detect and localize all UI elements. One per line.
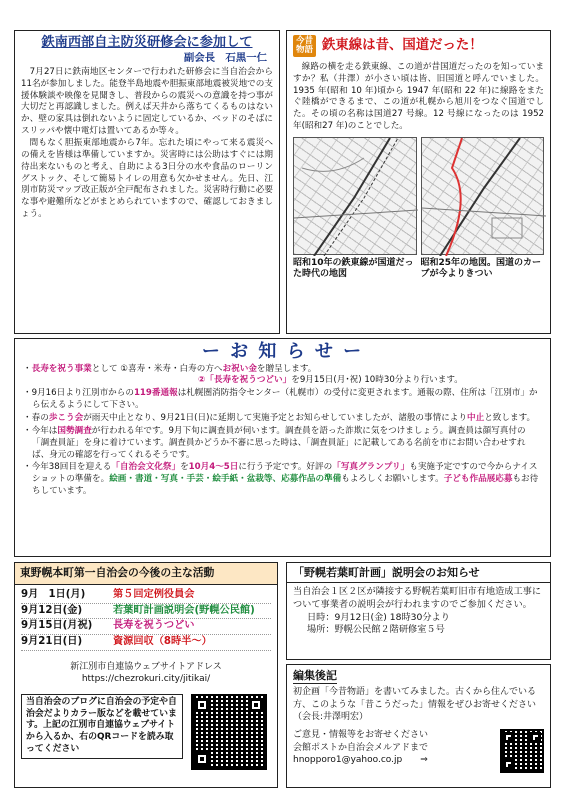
schedule-row: 9月15日(月祝) 長寿を祝うつどい: [21, 619, 271, 635]
qr-code-icon[interactable]: [500, 729, 544, 773]
notice-list: [23, 364, 542, 498]
captions-row: [293, 258, 544, 281]
arrow-right-icon: ⇒: [420, 755, 428, 766]
contact-line-2: 会館ポストか自治会メルアドまで: [293, 742, 429, 753]
site-label: 新江別市自連協ウェブサイトアドレス: [70, 662, 222, 673]
schedule-row: 9月12日(金) 若葉町計画説明会(野幌公民館): [21, 604, 271, 620]
plan-title: 「野幌若葉町計画」説明会のお知らせ: [287, 563, 550, 583]
contact-email-line: [293, 754, 494, 766]
article2-para: 線路の横を走る鉄東線、この道が昔国道だったのを知っていますか？私（井澤）が小さい頃は皆、旧国道と呼んでいました。1935 年(昭和 10 年)頃から 1947 年(昭和 22 年)に線路をまたぐ陸橋ができるまで、この道が札幌から旭川をつなぐ国道でした。その頃の名称は国道27 号線。12 号線になったのは 1952 年(昭和27 年)のことでした。: [293, 61, 544, 132]
schedule-title: 東野幌本町第一自治会の今後の主な活動: [15, 563, 277, 585]
notice-item-longevity: ・長寿を祝う事業として ①喜寿・米寿・白寿の方へお祝い金を贈呈します。 ②「長寿を祝うつどい」を9月15日(月･祝) 10時30分より行います。: [23, 363, 463, 386]
blog-note: 当自治会のブログに自治会の予定や自治会だよりカラー版などを載せています。上記の江別市自連協ウェブサイトから入るか、右のQRコードを読み取ってください: [21, 694, 183, 759]
editor-contact-row: [293, 729, 544, 773]
notice-item-119: ・9月16日より江別市からの119番通報は札幌圏消防指令センター（札幌市）の受付に変更されます。通報の際、住所は「江別市」から伝えるようにして下さい。: [23, 388, 538, 411]
notice-item-walking: ・春の歩こう会が雨天中止となり、9月21日(日)に延期して実施予定とお知らせしていましたが、諸般の事情により中止と致します。: [23, 412, 536, 423]
qr-code-icon[interactable]: [191, 694, 267, 770]
old-national-road-article: [286, 30, 551, 334]
article2-title: 鉄東線は昔、国道だった！: [322, 37, 483, 53]
schedule-row: 9月21日(日) 資源回収（8時半～）: [21, 635, 271, 651]
contact-line-1: ご意見・情報等をお寄せください: [293, 730, 429, 741]
map-showa-10-lines: [294, 138, 418, 256]
contact-email[interactable]: hnopporo1@yahoo.co.jp: [293, 755, 403, 766]
plan-place: 場所：野幌公民館２階研修室５号: [307, 624, 445, 636]
plan-datetime: 日時：9月12日(金) 18時30分より: [307, 611, 450, 623]
article2-header: [293, 35, 544, 57]
schedule-section: [14, 562, 278, 788]
schedule-list: [21, 588, 271, 651]
editor-title: 編集後記: [293, 668, 337, 684]
map-caption-1: 昭和10年の鉄東線が国道だった時代の地図: [293, 258, 414, 280]
article1-para2: 間もなく胆振東部地震から7年。忘れた頃にやって来る震災への備えを皆様は準備していますか。災害時には公助はすぐには期待出来ないものと考え、自助による3日分の水や食品のローリングストック、そして簡易トイレの用意も欠かせません。先日、江別市防災マップ改正版が全戸配布されました。災害時行動に必要な事や避難所などがまとめられていますので、確認しておきましょう。: [21, 138, 273, 220]
notice-item-culture-festival: ・今年38回目を迎える「自治会文化祭」を10月4～5日に行う予定です。好評の「写真グランプリ」も実施予定ですので今からナイスショットの準備を。絵画・書道・写真・手芸・絵手紙・盆栽等、応募作品の準備もよろしくお願いします。子ども作品展応募もお待ちしています。: [23, 462, 539, 497]
blog-row: [21, 694, 271, 770]
disaster-training-article: [14, 30, 280, 334]
editor-para: 初企画「今昔物語」を書いてみました。古くから住んでいる方、このような「昔こうだった」情報をぜひお寄せください（会長:井澤明宏）: [293, 687, 537, 722]
plan-para: 当自治会１区２区が隣接する野幌若葉町旧市有地造成工事について事業者の説明会が行われますのでご参加ください。: [293, 586, 542, 610]
wakaba-plan-section: [286, 562, 551, 660]
article1-para1: 7月27日に鉄南地区センターで行われた研修会に当自治会から11名が参加しました。能登半島地震や胆振東部地震被災地での支援体験談や映像を見聞きし、普段からの震災への意識を持つ事が大切だと再認識しました。例えば天井から落ちてくるものはないか、壁の家具は倒れないように固定しているか、ベッドのそばにスリッパや懐中電灯は置いてあるか等々。: [21, 66, 273, 137]
map-caption-2: 昭和25年の地図。国道のカーブが今よりきつい: [420, 258, 542, 280]
notice-item-census: ・今年は国勢調査が行われる年です。9月下旬に調査員が伺います。調査員を語った詐欺に気をつけましょう。調査員は顔写真付の「調査員証」を身に着けています。調査員かどうか不審に思った時は、「調査員証」に記載してある名前を市にお問い合わせすれば、身元の確認を行ってくれるそうです。: [23, 425, 526, 460]
editor-note-section: [286, 664, 551, 788]
notice-title: ー お 知 ら せ ー: [201, 341, 364, 362]
notice-section: [14, 338, 551, 557]
editor-contact: [293, 729, 494, 773]
site-url[interactable]: https://chezrokuri.city/jitikai/: [81, 674, 211, 685]
article1-author: 副会長 石黒一仁: [183, 51, 267, 64]
schedule-row: 9月 1日(月) 第５回定例役員会: [21, 588, 271, 604]
article1-title: 鉄南西部自主防災研修会に参加して: [41, 35, 253, 50]
maps-row: [293, 137, 544, 255]
map-showa-25: [421, 137, 545, 255]
map-showa-25-lines: [422, 138, 546, 256]
konjaku-badge: 今昔 物語: [293, 35, 316, 57]
map-showa-10: [293, 137, 417, 255]
